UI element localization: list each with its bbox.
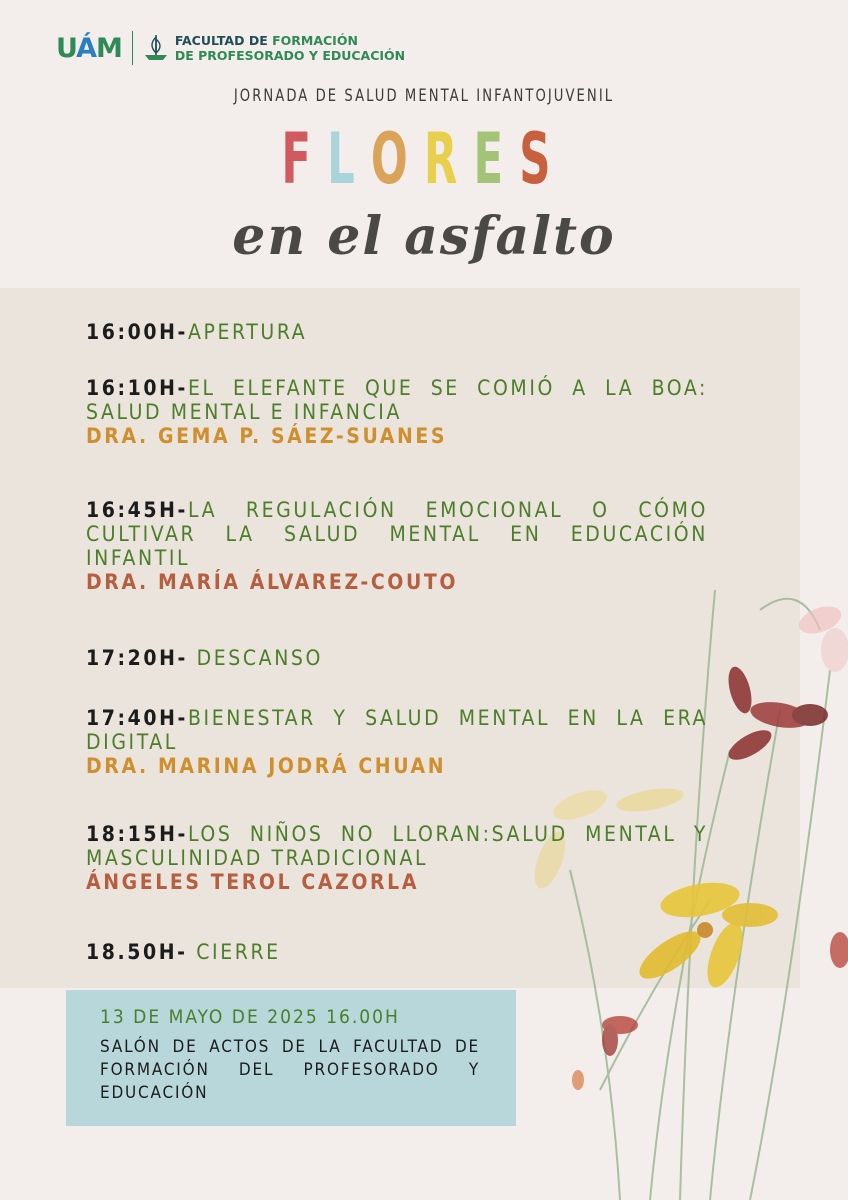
item-title: APERTURA (188, 320, 308, 344)
event-date: 13 DE MAYO DE 2025 16.00H (100, 1006, 400, 1028)
program-item (86, 646, 708, 670)
title-letter: F (281, 118, 328, 200)
title-flores (161, 118, 687, 200)
program-item (86, 706, 708, 778)
item-title: LA REGULACIÓN EMOCIONAL O CÓMO CULTIVAR LA SALUD MENTAL EN EDUCACIÓN INFANTIL (86, 498, 708, 570)
ship-icon (143, 33, 169, 63)
title-letter: R (423, 118, 474, 200)
uam-logo: UÁM (56, 32, 122, 64)
event-subtitle: JORNADA DE SALUD MENTAL INFANTOJUVENIL (233, 86, 615, 106)
program-item (86, 940, 708, 964)
logo-divider (132, 31, 133, 65)
item-title: LOS NIÑOS NO LLORAN:SALUD MENTAL Y MASCULINIDAD TRADICIONAL (86, 822, 708, 870)
item-time: 17:40H- (86, 706, 188, 730)
item-title: BIENESTAR Y SALUD MENTAL EN LA ERA DIGITAL (86, 706, 708, 754)
item-speaker: DRA. GEMA P. SÁEZ-SUANES (86, 424, 448, 448)
program-item (86, 320, 708, 344)
item-speaker: ÁNGELES TEROL CAZORLA (86, 870, 420, 894)
faculty-name (175, 33, 405, 63)
title-letter: O (370, 118, 424, 200)
title-letter: L (327, 118, 371, 200)
item-title: CIERRE (187, 940, 281, 964)
title-letter: S (519, 118, 567, 200)
program-item (86, 822, 708, 894)
item-time: 16:10H- (86, 376, 188, 400)
item-time: 16:45H- (86, 498, 188, 522)
faculty-line1-b: FORMACIÓN (272, 33, 358, 48)
item-title: EL ELEFANTE QUE SE COMIÓ A LA BOA: SALUD MENTAL E INFANCIA (86, 376, 708, 424)
item-speaker: DRA. MARÍA ÁLVAREZ-COUTO (86, 570, 459, 594)
program-item (86, 376, 708, 448)
item-time: 16:00H- (86, 320, 188, 344)
item-speaker: DRA. MARINA JODRÁ CHUAN (86, 754, 447, 778)
item-title: DESCANSO (188, 646, 323, 670)
title-script: en el asfalto (232, 206, 616, 267)
logo-row (56, 28, 405, 68)
faculty-line1-a: FACULTAD DE (174, 33, 273, 48)
venue-box (66, 990, 516, 1126)
event-address: SALÓN DE ACTOS DE LA FACULTAD DE FORMACIÓN DEL PROFESORADO Y EDUCACIÓN (100, 1037, 480, 1103)
item-time: 18.50H- (86, 940, 188, 964)
faculty-line2: DE PROFESORADO Y EDUCACIÓN (174, 48, 406, 63)
item-time: 18:15H- (86, 822, 188, 846)
title-letter: E (473, 118, 520, 200)
program-item (86, 498, 708, 594)
item-time: 17:20H- (86, 646, 188, 670)
